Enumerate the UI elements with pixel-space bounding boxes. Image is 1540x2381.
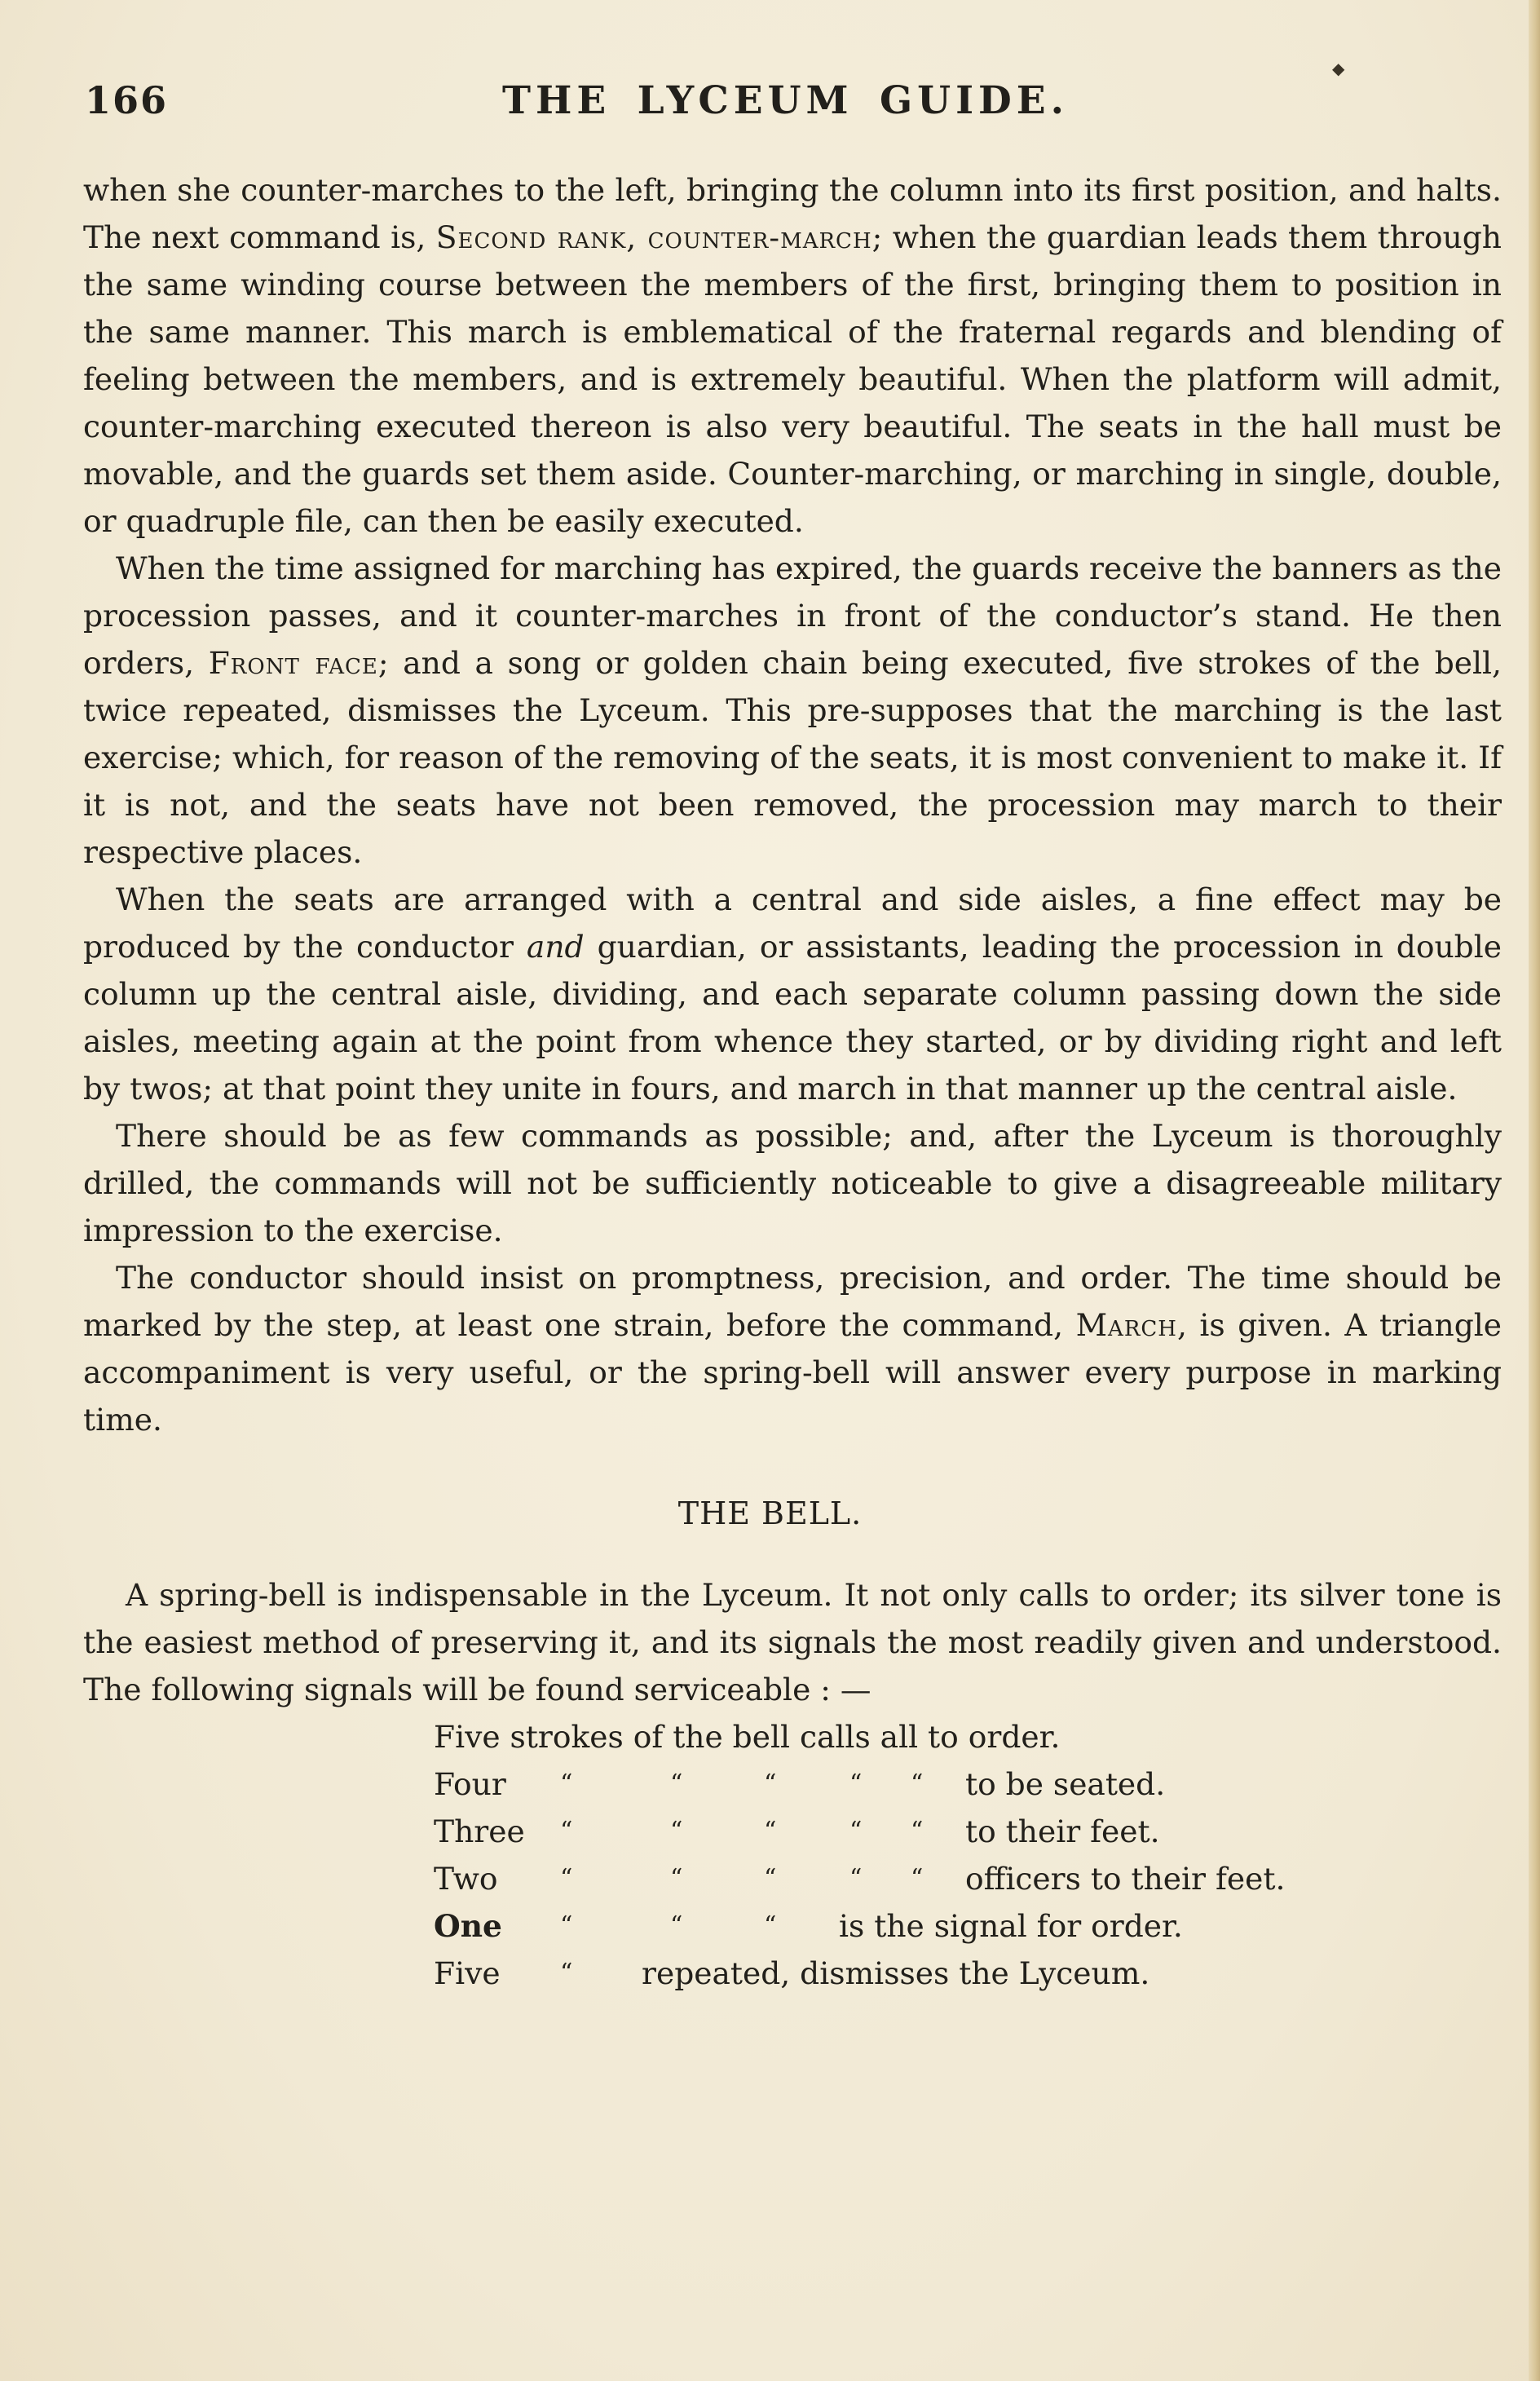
ditto-mark: “	[849, 1864, 863, 1893]
ditto-mark: “	[849, 1817, 863, 1845]
paragraph-2	[83, 545, 1502, 876]
ditto-mark: “	[670, 1769, 683, 1798]
ditto-mark: “	[670, 1864, 683, 1893]
paragraph-3-text-c: guardian, or assistants, leading the procession in double column up the central aisle, dividing, and each separate column passing down the side aisles, meeting again at the point from whence they started, or by dividing right and left by twos; at that point they unite in fours, and march in that manner up the central aisle.	[83, 929, 1502, 1107]
body-text	[83, 166, 1502, 1443]
paragraph-5	[83, 1254, 1502, 1443]
paragraph-4: There should be as few commands as possible; and, after the Lyceum is thoroughly drilled, the commands will not be sufficiently noticeable to give a disagreeable military impression to the exercise.	[83, 1118, 1502, 1248]
print-mark-icon: ◆	[1332, 59, 1345, 78]
page-number: 166	[85, 78, 169, 122]
paragraph-2-text-c: ; and a song or golden chain being executed, five strokes of the bell, twice repeated, dismisses the Lyceum. This pre-supposes that the marching is the last exercise; which, for reason of the removing of the seats, it is most convenient to make it. If it is not, and the seats have not been removed, the procession may march to their respective places.	[83, 645, 1502, 870]
signal-meaning: officers to their feet.	[965, 1861, 1286, 1897]
command-second-rank: Second rank, counter-march	[435, 219, 872, 255]
bell-intro-paragraph: A spring-bell is indispensable in the Lyceum. It not only calls to order; its silver tone is the easiest method of preserving it, and its signals the most readily given and understood. The following signals will be found serviceable : —	[83, 1577, 1502, 1707]
ditto-mark: “	[670, 1911, 683, 1940]
ditto-mark: “	[764, 1864, 777, 1893]
paragraph-2-text-a: When the time assigned for marching has expired, the guards receive the banners as the procession passes, and it counter-marches in front of the conductor’s stand. He then orders,	[83, 550, 1502, 681]
ditto-mark: “	[764, 1817, 777, 1845]
paragraph-1	[83, 166, 1502, 545]
command-march: March	[1075, 1307, 1177, 1343]
paragraph-5-text-a: The conductor should insist on promptness, precision, and order. The time should be marked by the step, at least one strain, before the command,	[83, 1260, 1502, 1343]
signal-count: Four	[434, 1766, 506, 1802]
ditto-mark: “	[560, 1959, 573, 1987]
ditto-mark: “	[764, 1769, 777, 1798]
ditto-mark: “	[560, 1817, 573, 1845]
signal-meaning: repeated, dismisses the Lyceum.	[642, 1955, 1150, 1991]
section-heading: THE BELL.	[677, 1495, 863, 1531]
ditto-mark: “	[911, 1864, 924, 1893]
ditto-mark: “	[670, 1817, 683, 1845]
signal-meaning: to be seated.	[965, 1766, 1166, 1802]
ditto-mark: “	[764, 1911, 777, 1940]
running-title: THE LYCEUM GUIDE.	[502, 78, 1069, 123]
bell-signals-list	[434, 1713, 1371, 1997]
paragraph-3-text-a: When the seats are arranged with a central and side aisles, a fine effect may be produced by the conductor	[83, 881, 1502, 965]
signal-row-intro	[434, 1713, 1371, 1760]
paragraph-5-text-c: , is given. A triangle accompaniment is very useful, or the spring-bell will answer every purpose in marking time.	[83, 1307, 1502, 1438]
ditto-mark: “	[911, 1769, 924, 1798]
paragraph-1-text-c: ; when the guardian leads them through the same winding course between the members of the first, bringing them to position in the same manner. This march is emblematical of the fraternal regards and blending of feeling between the members, and is extremely beautiful. When the platform will admit, counter-marching executed thereon is also very beautiful. The seats in the hall must be movable, and the guards set them aside. Counter-marching, or marching in single, double, or quadruple file, can then be easily executed.	[83, 219, 1502, 539]
signal-row	[434, 1760, 1371, 1808]
paragraph-1-text-a: when she counter-marches to the left, bringing the column into its first position, and halts. The next command is,	[83, 172, 1502, 255]
signal-count: Three	[434, 1813, 525, 1849]
command-front-face: Front face	[208, 645, 378, 681]
signal-meaning: to their feet.	[965, 1813, 1160, 1849]
ditto-mark: “	[560, 1769, 573, 1798]
signal-row	[434, 1950, 1371, 1997]
signal-count: One	[434, 1908, 502, 1944]
ditto-mark: “	[849, 1769, 863, 1798]
signal-meaning: is the signal for order.	[839, 1908, 1183, 1944]
signal-first-line: Five strokes of the bell calls all to order.	[434, 1719, 1061, 1755]
italic-and: and	[526, 929, 585, 965]
ditto-mark: “	[560, 1864, 573, 1893]
signal-count: Two	[434, 1861, 498, 1897]
ditto-mark: “	[560, 1911, 573, 1940]
signal-row	[434, 1808, 1371, 1855]
paragraph-3	[83, 876, 1502, 1112]
ditto-mark: “	[911, 1817, 924, 1845]
signal-row	[434, 1902, 1371, 1950]
signal-count: Five	[434, 1955, 501, 1991]
page-edge	[1529, 0, 1540, 2381]
running-head	[85, 78, 1369, 127]
signal-row	[434, 1855, 1371, 1902]
